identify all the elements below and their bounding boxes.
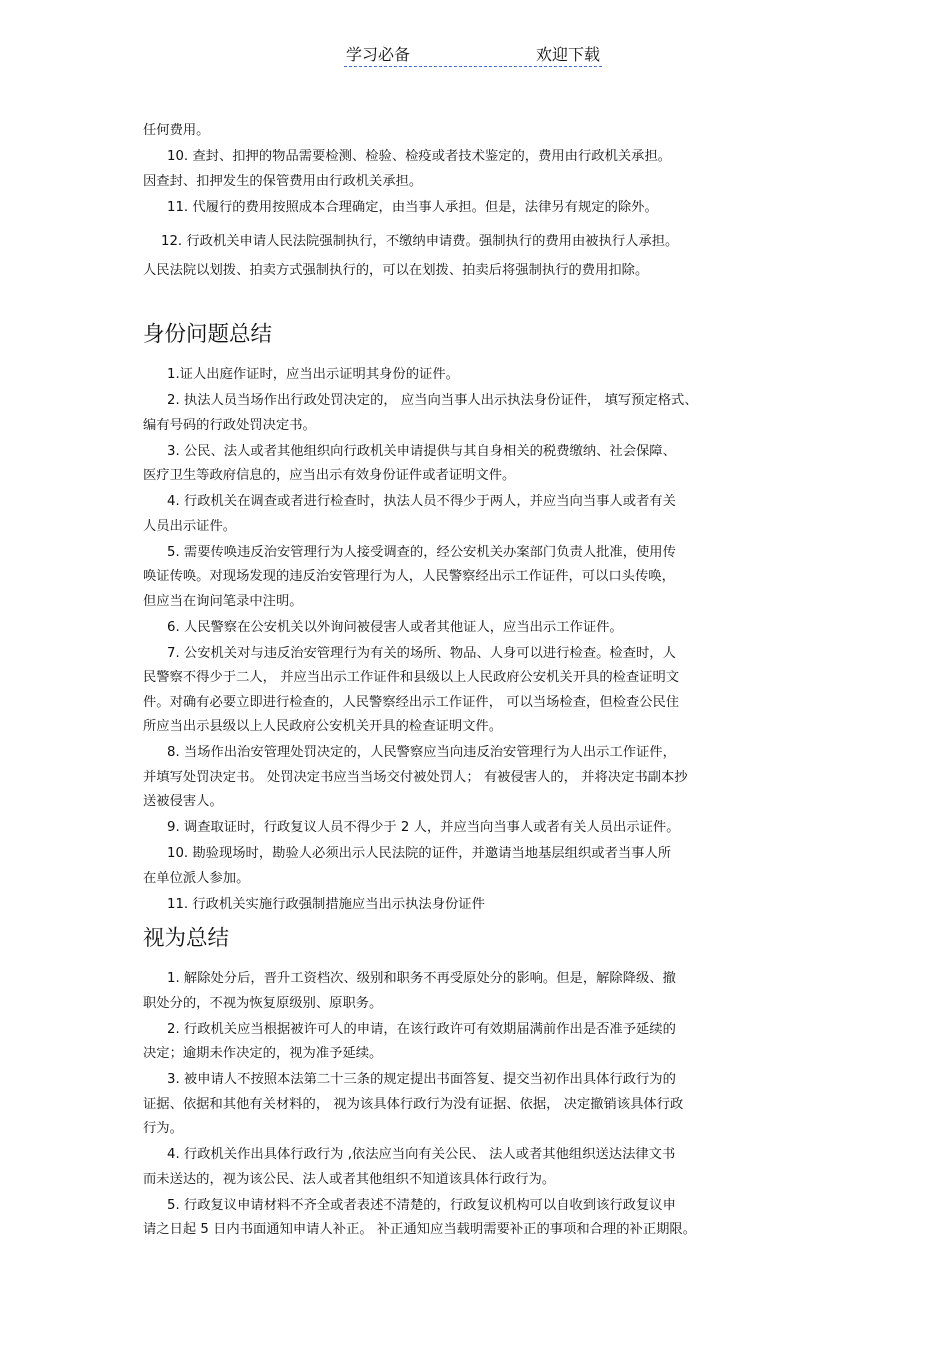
- identity-item: 8. 当场作出治安管理处罚决定的，人民警察应当向违反治安管理行为人出示工作证件，: [167, 745, 676, 760]
- intro-line: 任何费用。: [143, 123, 210, 138]
- identity-line: 送被侵害人。: [143, 794, 223, 809]
- section-title-identity: 身份问题总结: [143, 322, 273, 347]
- identity-line: 并填写处罚决定书。 处罚决定书应当当场交付被处罚人； 有被侵害人的， 并将决定书副本抄: [143, 769, 688, 785]
- identity-line: 但应当在询问笔录中注明。: [143, 593, 303, 609]
- deemed-item: 4. 行政机关作出具体行政行为 ,依法应当向有关公民、 法人或者其他组织送达法律文书: [167, 1147, 676, 1162]
- identity-item: 1.证人出庭作证时，应当出示证明其身份的证件。: [167, 367, 459, 382]
- intro-item-10: 10. 查封、扣押的物品需要检测、检验、检疫或者技术鉴定的，费用由行政机关承担。: [167, 149, 672, 164]
- page-header: [344, 40, 602, 67]
- identity-item: 9. 调查取证时，行政复议人员不得少于 2 人，并应当向当事人或者有关人员出示证件。: [167, 820, 680, 835]
- intro-line: 因查封、扣押发生的保管费用由行政机关承担。: [143, 173, 423, 189]
- identity-line: 医疗卫生等政府信息的，应当出示有效身份证件或者证明文件。: [143, 468, 516, 483]
- identity-item: 11. 行政机关实施行政强制措施应当出示执法身份证件: [167, 896, 485, 912]
- identity-item: 10. 勘验现场时，勘验人必须出示人民法院的证件，并邀请当地基层组织或者当事人所: [167, 846, 672, 861]
- identity-item: 6. 人民警察在公安机关以外询问被侵害人或者其他证人，应当出示工作证件。: [167, 619, 623, 635]
- identity-line: 在单位派人参加。: [143, 870, 250, 886]
- identity-item: 3. 公民、法人或者其他组织向行政机关申请提供与其自身相关的税费缴纳、社会保障、: [167, 443, 676, 459]
- identity-line: 编有号码的行政处罚决定书。: [143, 417, 316, 433]
- intro-item-12: 12. 行政机关申请人民法院强制执行，不缴纳申请费。强制执行的费用由被执行人承担。: [161, 234, 679, 249]
- deemed-line: 职处分的，不视为恢复原级别、原职务。: [143, 995, 383, 1011]
- deemed-line: 而未送达的，视为该公民、法人或者其他组织不知道该具体行政行为。: [143, 1171, 556, 1187]
- header-left-text: 学习必备: [346, 45, 411, 64]
- deemed-item: 3. 被申请人不按照本法第二十三条的规定提出书面答复、提交当初作出具体行政行为的: [167, 1072, 676, 1087]
- deemed-line: 证据、依据和其他有关材料的， 视为该具体行政行为没有证据、依据， 决定撤销该具体行政: [143, 1096, 684, 1112]
- deemed-line: 请之日起 5 日内书面通知申请人补正。 补正通知应当载明需要补正的事项和合理的补正期限。: [143, 1222, 697, 1237]
- deemed-line: 行为。: [143, 1121, 183, 1136]
- identity-line: 件。对确有必要立即进行检查的，人民警察经出示工作证件， 可以当场检查，但检查公民住: [143, 694, 680, 710]
- section-title-deemed: 视为总结: [143, 926, 230, 951]
- identity-item: 2. 执法人员当场作出行政处罚决定的， 应当向当事人出示执法身份证件， 填写预定格式、: [167, 393, 698, 408]
- intro-item-11: 11. 代履行的费用按照成本合理确定，由当事人承担。但是，法律另有规定的除外。: [167, 199, 658, 215]
- identity-line: 所应当出示县级以上人民政府公安机关开具的检查证明文件。: [143, 719, 503, 734]
- intro-line: 人民法院以划拨、拍卖方式强制执行的，可以在划拨、拍卖后将强制执行的费用扣除。: [143, 262, 649, 278]
- deemed-item: 5. 行政复议申请材料不齐全或者表述不清楚的，行政复议机构可以自收到该行政复议申: [167, 1197, 676, 1213]
- document-body: [143, 119, 808, 1243]
- deemed-item: 1. 解除处分后，晋升工资档次、级别和职务不再受原处分的影响。但是，解除降级、撤: [167, 971, 676, 986]
- header-right-text: 欢迎下载: [535, 45, 600, 64]
- identity-item: 7. 公安机关对与违反治安管理行为有关的场所、物品、人身可以进行检查。检查时，人: [167, 645, 676, 661]
- identity-line: 民警察不得少于二人， 并应当出示工作证件和县级以上人民政府公安机关开具的检查证明文: [143, 670, 680, 685]
- identity-item: 4. 行政机关在调查或者进行检查时，执法人员不得少于两人，并应当向当事人或者有关: [167, 494, 676, 509]
- identity-line: 唤证传唤。对现场发现的违反治安管理行为人，人民警察经出示工作证件，可以口头传唤，: [143, 569, 675, 584]
- deemed-item: 2. 行政机关应当根据被许可人的申请，在该行政许可有效期届满前作出是否准予延续的: [167, 1021, 676, 1037]
- deemed-line: 决定；逾期未作决定的，视为准予延续。: [143, 1046, 383, 1061]
- identity-item: 5. 需要传唤违反治安管理行为人接受调查的，经公安机关办案部门负责人批准，使用传: [167, 544, 676, 560]
- identity-line: 人员出示证件。: [143, 518, 237, 534]
